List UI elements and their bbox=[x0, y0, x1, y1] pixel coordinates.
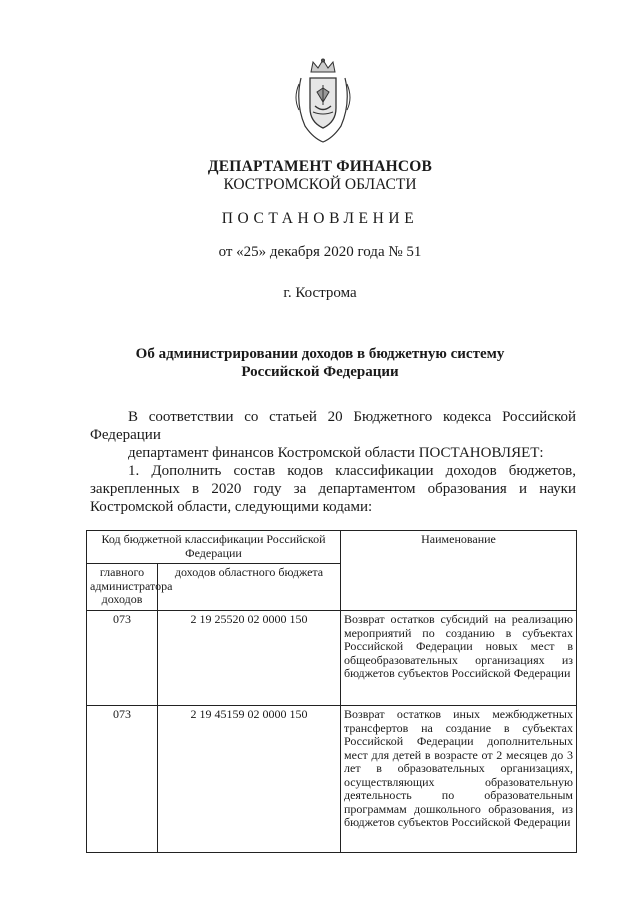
body-paragraph-2: департамент финансов Костромской области ПОСТАНОВЛЯЕТ: bbox=[128, 445, 544, 461]
department-title: ДЕПАРТАМЕНТ ФИНАНСОВ bbox=[207, 158, 433, 175]
revenue-code-cell: 2 19 25520 02 0000 150 bbox=[158, 611, 341, 706]
document-type: ПОСТАНОВЛЕНИЕ bbox=[221, 210, 419, 227]
body-paragraph-3: 1. Дополнить состав кодов классификации доходов бюджетов, закрепленных в 2020 году за департаментом образования и науки Костромской области, следующими кодами: bbox=[90, 463, 576, 515]
document-subject bbox=[0, 345, 640, 381]
description-cell: Возврат остатков иных межбюджетных трансфертов на создание в субъектах Российской Федерации дополнительных мест для детей в возрасте от 2 месяцев до 3 лет в образовательных организациях, осуществляющих образовательную деятельность по образовательным программам дошкольного образования, из бюджетов субъектов Российской Федерации bbox=[341, 706, 577, 853]
document-date: от «25» декабря 2020 года № 51 bbox=[218, 244, 422, 260]
admin-code-cell: 073 bbox=[87, 611, 158, 706]
table-header-name: Наименование bbox=[341, 531, 577, 611]
body-paragraph-1: В соответствии со статьей 20 Бюджетного кодекса Российской Федерации bbox=[90, 409, 576, 443]
subject-line-2: Российской Федерации bbox=[241, 364, 399, 380]
description-cell: Возврат остатков субсидий на реализацию мероприятий по созданию в субъектах Российской Федерации новых мест в общеобразовательных организациях из бюджетов субъектов Российской Федерации bbox=[341, 611, 577, 706]
coat-of-arms-icon bbox=[291, 58, 355, 144]
table-row bbox=[87, 611, 577, 706]
subject-line-1: Об администрировании доходов в бюджетную систему bbox=[135, 346, 505, 362]
table-header-code: доходов областного бюджета bbox=[158, 564, 341, 611]
table-header-admin: главного администратора доходов bbox=[87, 564, 158, 611]
revenue-code-cell: 2 19 45159 02 0000 150 bbox=[158, 706, 341, 853]
document-city: г. Кострома bbox=[283, 285, 357, 301]
region-title: КОСТРОМСКОЙ ОБЛАСТИ bbox=[223, 176, 417, 193]
table-row bbox=[87, 706, 577, 853]
classification-codes-table bbox=[86, 530, 577, 853]
table-group-header: Код бюджетной классификации Российской Федерации bbox=[87, 531, 341, 564]
admin-code-cell: 073 bbox=[87, 706, 158, 853]
